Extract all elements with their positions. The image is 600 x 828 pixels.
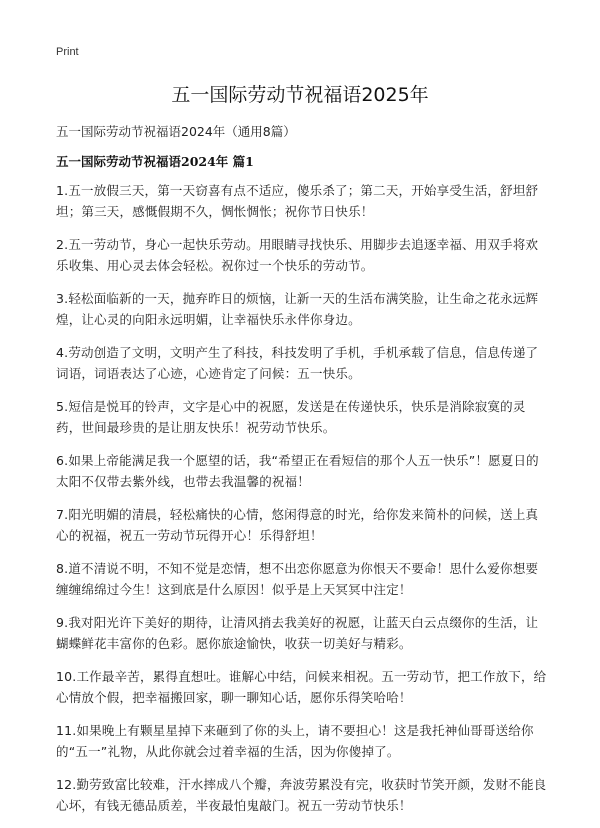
- paragraph: 7.阳光明媚的清晨，轻松痛快的心情，悠闲得意的时光，给你发来简朴的问候，送上真心的祝福，祝五一劳动节玩得开心！乐得舒坦！: [56, 507, 539, 543]
- paragraph: 2.五一劳动节，身心一起快乐劳动。用眼睛寻找快乐、用脚步去追逐幸福、用双手将欢乐收集、用心灵去体会轻松。祝你过一个快乐的劳动节。: [56, 237, 539, 273]
- paragraph: 11.如果晚上有颗星星掉下来砸到了你的头上，请不要担心！这是我托神仙哥哥送给你的“五一”礼物，从此你就会过着幸福的生活，因为你傻掉了。: [56, 723, 534, 759]
- paragraph: 12.勤劳致富比较难，汗水摔成八个瓣，奔波劳累没有完，收获时节笑开颜，发财不能良心坏，有钱无德品质差，半夜最怕鬼敲门。祝五一劳动节快乐！: [56, 777, 547, 813]
- paragraph: 9.我对阳光许下美好的期待，让清风捎去我美好的祝愿，让蓝天白云点缀你的生活，让蝴蝶鲜花丰富你的色彩。愿你旅途愉快，收获一切美好与精彩。: [56, 615, 539, 651]
- paragraph: 5.短信是悦耳的铃声，文字是心中的祝愿，发送是在传递快乐，快乐是消除寂寞的灵药，世间最珍贵的是让朋友快乐！祝劳动节快乐。: [56, 399, 526, 435]
- page-title: 五一国际劳动节祝福语2025年: [171, 84, 429, 106]
- paragraph: 10.工作最辛苦，累得直想吐。谁解心中结，问候来相祝。五一劳动节，把工作放下，给心情放个假，把幸福搬回家，聊一聊知心话，愿你乐得笑哈哈！: [56, 669, 547, 705]
- section-heading: 五一国际劳动节祝福语2024年 篇1: [56, 154, 254, 169]
- document-subtitle: 五一国际劳动节祝福语2024年（通用8篇）: [56, 124, 296, 139]
- paragraph: 4.劳动创造了文明，文明产生了科技，科技发明了手机，手机承载了信息，信息传递了词语，词语表达了心迹，心迹肯定了问候：五一快乐。: [56, 345, 539, 381]
- print-link[interactable]: Print: [56, 46, 79, 58]
- paragraph-list: [56, 180, 548, 828]
- paragraph: 8.道不清说不明，不知不觉是恋情，想不出恋你愿意为你恨天不要命！思什么爱你想要缠缠绵绵过今生！这到底是什么原因！似乎是上天冥冥中注定！: [56, 561, 539, 597]
- paragraph: 1.五一放假三天，第一天窃喜有点不适应，傻乐杀了；第二天，开始享受生活，舒坦舒坦；第三天，感慨假期不久，惆怅惆怅；祝你节日快乐！: [56, 183, 539, 219]
- paragraph: 6.如果上帝能满足我一个愿望的话，我“希望正在看短信的那个人五一快乐”！愿夏日的太阳不仅带去紫外线，也带去我温馨的祝福！: [56, 453, 539, 489]
- paragraph: 3.轻松面临新的一天，抛弃昨日的烦恼，让新一天的生活布满笑脸，让生命之花永远辉煌，让心灵的向阳永远明媚，让幸福快乐永伴你身边。: [56, 291, 539, 327]
